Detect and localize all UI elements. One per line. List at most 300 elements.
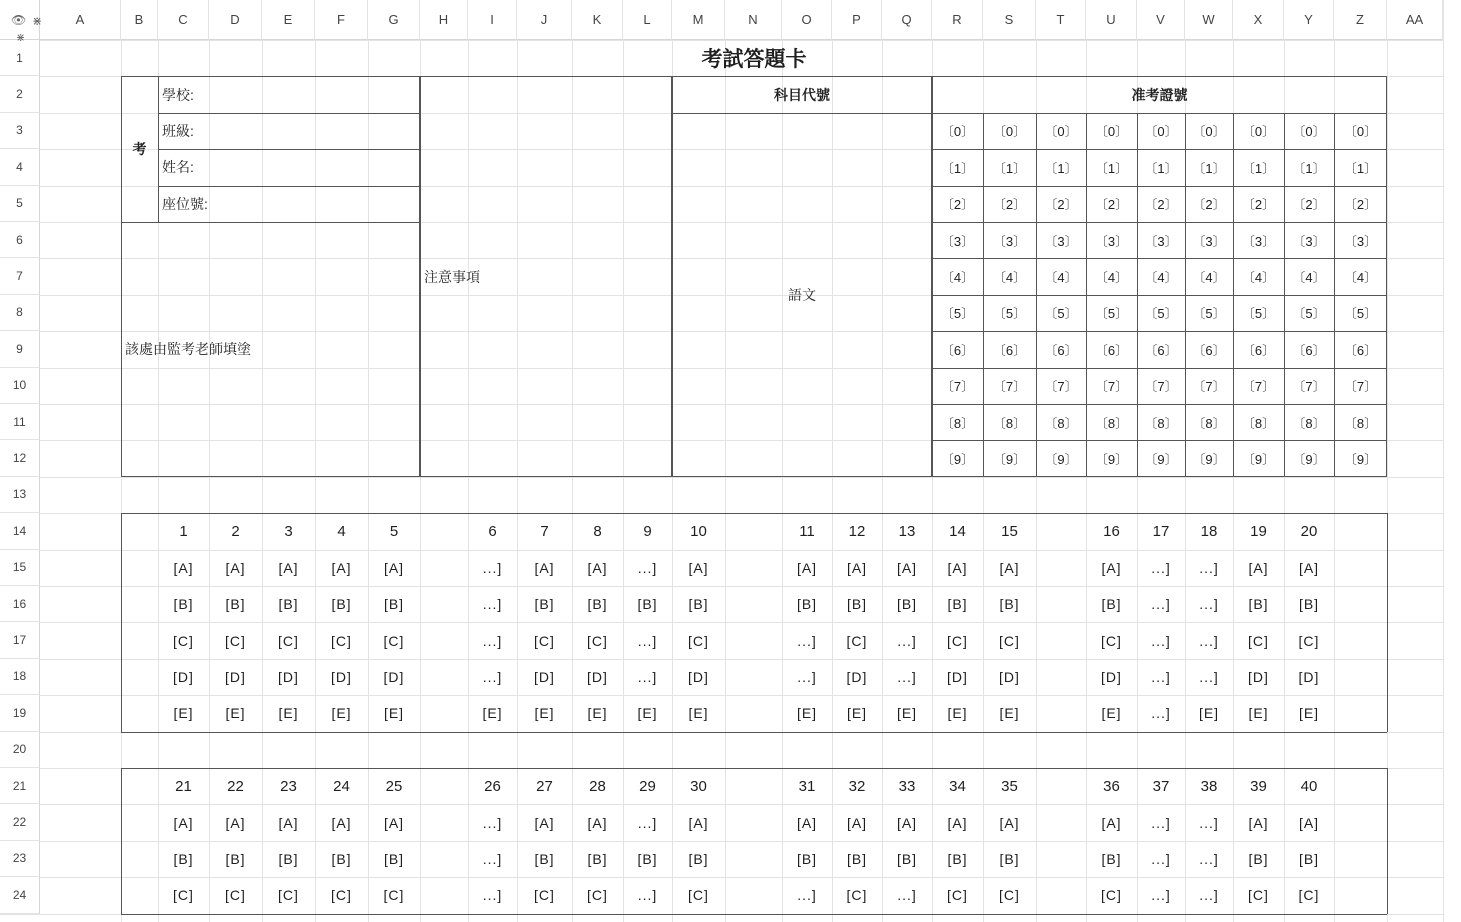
admission-digit-bubble[interactable]: 〔0〕 <box>1241 124 1276 140</box>
admission-digit-bubble[interactable]: 〔0〕 <box>992 124 1027 140</box>
answer-bubble[interactable]: [A] <box>846 814 868 831</box>
answer-bubble[interactable]: [C] <box>331 887 352 904</box>
admission-digit-bubble[interactable]: 〔1〕 <box>992 160 1027 176</box>
answer-bubble[interactable]: [D] <box>383 668 405 685</box>
answer-bubble[interactable]: [E] <box>1298 705 1320 722</box>
question-number[interactable]: 33 <box>898 777 916 795</box>
admission-digit-bubble[interactable]: 〔6〕 <box>1192 342 1226 358</box>
admission-digit-bubble[interactable]: 〔5〕 <box>1292 306 1326 322</box>
answer-bubble[interactable]: ...] <box>797 668 817 685</box>
answer-bubble[interactable]: ...] <box>482 887 503 904</box>
answer-bubble[interactable]: [C] <box>383 887 405 904</box>
column-header-K[interactable]: K <box>572 0 623 40</box>
answer-bubble[interactable]: [C] <box>1101 887 1122 904</box>
question-number[interactable]: 31 <box>798 777 816 795</box>
answer-bubble[interactable]: [A] <box>947 559 968 576</box>
admission-digit-bubble[interactable]: 〔4〕 <box>940 270 975 286</box>
answer-bubble[interactable]: [B] <box>534 850 555 867</box>
admission-digit-bubble[interactable]: 〔4〕 <box>1292 270 1326 286</box>
answer-bubble[interactable]: [C] <box>278 632 299 649</box>
answer-bubble[interactable]: ...] <box>482 668 503 685</box>
column-header-N[interactable]: N <box>725 0 782 40</box>
answer-bubble[interactable]: [B] <box>947 596 968 613</box>
admission-digit-bubble[interactable]: 〔6〕 <box>992 342 1027 358</box>
row-header-12[interactable]: 12 <box>0 440 40 476</box>
answer-bubble[interactable]: ...] <box>1199 850 1219 867</box>
answer-bubble[interactable]: [B] <box>1101 596 1122 613</box>
admission-digit-bubble[interactable]: 〔2〕 <box>1292 197 1326 213</box>
question-number[interactable]: 22 <box>227 777 244 795</box>
answer-bubble[interactable]: [C] <box>846 887 868 904</box>
answer-bubble[interactable]: [B] <box>896 596 918 613</box>
answer-bubble[interactable]: [B] <box>534 596 555 613</box>
answer-bubble[interactable]: [E] <box>482 705 503 722</box>
answer-bubble[interactable]: [A] <box>999 559 1020 576</box>
question-number[interactable]: 32 <box>848 777 866 795</box>
admission-digit-bubble[interactable]: 〔8〕 <box>1044 415 1078 431</box>
admission-digit-bubble[interactable]: 〔9〕 <box>992 452 1027 468</box>
question-number[interactable]: 24 <box>333 777 350 795</box>
answer-bubble[interactable]: ...] <box>1151 814 1171 831</box>
answer-bubble[interactable]: [B] <box>846 850 868 867</box>
column-header-Y[interactable]: Y <box>1284 0 1334 40</box>
admission-digit-bubble[interactable]: 〔3〕 <box>1192 233 1226 249</box>
row-header-16[interactable]: 16 <box>0 586 40 622</box>
question-number[interactable]: 39 <box>1250 777 1267 795</box>
answer-bubble[interactable]: [B] <box>173 850 194 867</box>
admission-header[interactable]: 准考證號 <box>1131 86 1188 103</box>
answer-bubble[interactable]: [A] <box>587 814 608 831</box>
admission-digit-bubble[interactable]: 〔0〕 <box>1343 124 1378 140</box>
row-header-15[interactable]: 15 <box>0 550 40 586</box>
answer-bubble[interactable]: [E] <box>999 705 1020 722</box>
question-number[interactable]: 23 <box>280 777 297 795</box>
question-number[interactable]: 2 <box>231 522 240 540</box>
freeze-columns-icon[interactable]: ⋇ <box>32 14 43 28</box>
answer-bubble[interactable]: [A] <box>383 814 405 831</box>
answer-bubble[interactable]: ...] <box>637 887 658 904</box>
answer-bubble[interactable]: [E] <box>534 705 555 722</box>
column-header-M[interactable]: M <box>672 0 725 40</box>
answer-bubble[interactable]: [C] <box>999 887 1020 904</box>
admission-digit-bubble[interactable]: 〔7〕 <box>1144 379 1178 395</box>
answer-bubble[interactable]: [A] <box>1298 814 1320 831</box>
row-header-10[interactable]: 10 <box>0 368 40 404</box>
answer-bubble[interactable]: [B] <box>1298 596 1320 613</box>
subject-code-header[interactable]: 科目代號 <box>774 86 830 103</box>
admission-digit-bubble[interactable]: 〔6〕 <box>1343 342 1378 358</box>
answer-bubble[interactable]: ...] <box>797 887 817 904</box>
answer-bubble[interactable]: [E] <box>225 705 246 722</box>
answer-bubble[interactable]: [B] <box>278 850 299 867</box>
admission-digit-bubble[interactable]: 〔6〕 <box>1094 342 1129 358</box>
answer-bubble[interactable]: ...] <box>482 632 503 649</box>
admission-digit-bubble[interactable]: 〔2〕 <box>1044 197 1078 213</box>
admission-digit-bubble[interactable]: 〔9〕 <box>1144 452 1178 468</box>
answer-bubble[interactable]: [C] <box>331 632 352 649</box>
answer-bubble[interactable]: [D] <box>947 668 968 685</box>
exam-label[interactable]: 考 <box>132 141 147 158</box>
row-header-14[interactable]: 14 <box>0 513 40 549</box>
row-header-17[interactable]: 17 <box>0 622 40 658</box>
admission-digit-bubble[interactable]: 〔5〕 <box>1094 306 1129 322</box>
question-number[interactable]: 25 <box>385 777 403 795</box>
answer-bubble[interactable]: [B] <box>999 850 1020 867</box>
admission-digit-bubble[interactable]: 〔6〕 <box>1292 342 1326 358</box>
answer-bubble[interactable]: [A] <box>846 559 868 576</box>
answer-bubble[interactable]: [B] <box>999 596 1020 613</box>
answer-bubble[interactable]: [C] <box>587 887 608 904</box>
answer-bubble[interactable]: [C] <box>947 887 968 904</box>
column-header-Z[interactable]: Z <box>1334 0 1387 40</box>
question-number[interactable]: 10 <box>690 522 707 540</box>
row-header-21[interactable]: 21 <box>0 768 40 804</box>
answer-bubble[interactable]: ...] <box>1199 559 1219 576</box>
row-header-7[interactable]: 7 <box>0 258 40 294</box>
admission-digit-bubble[interactable]: 〔8〕 <box>1292 415 1326 431</box>
answer-bubble[interactable]: [E] <box>688 705 709 722</box>
answer-bubble[interactable]: [E] <box>637 705 658 722</box>
admission-digit-bubble[interactable]: 〔8〕 <box>1094 415 1129 431</box>
row-header-23[interactable]: 23 <box>0 841 40 877</box>
answer-bubble[interactable]: ...] <box>482 850 503 867</box>
answer-bubble[interactable]: [A] <box>947 814 968 831</box>
answer-bubble[interactable]: ...] <box>1151 850 1171 867</box>
answer-bubble[interactable]: ...] <box>1151 668 1171 685</box>
admission-digit-bubble[interactable]: 〔3〕 <box>1094 233 1129 249</box>
answer-bubble[interactable]: [B] <box>1248 596 1269 613</box>
answer-bubble[interactable]: [A] <box>225 814 246 831</box>
admission-digit-bubble[interactable]: 〔7〕 <box>1343 379 1378 395</box>
answer-bubble[interactable]: [B] <box>796 850 818 867</box>
answer-bubble[interactable]: [B] <box>331 850 352 867</box>
admission-digit-bubble[interactable]: 〔0〕 <box>1192 124 1226 140</box>
question-number[interactable]: 14 <box>949 522 966 540</box>
question-number[interactable]: 11 <box>799 522 815 540</box>
row-header-4[interactable]: 4 <box>0 149 40 185</box>
answer-bubble[interactable]: [B] <box>278 596 299 613</box>
answer-bubble[interactable]: [B] <box>896 850 918 867</box>
school-field[interactable]: 學校: <box>162 86 194 103</box>
admission-digit-bubble[interactable]: 〔2〕 <box>1241 197 1276 213</box>
answer-bubble[interactable]: [C] <box>688 887 709 904</box>
name-field[interactable]: 姓名: <box>162 159 194 176</box>
answer-bubble[interactable]: ...] <box>482 559 503 576</box>
question-number[interactable]: 5 <box>389 522 399 540</box>
answer-bubble[interactable]: [A] <box>999 814 1020 831</box>
answer-bubble[interactable]: [B] <box>637 850 658 867</box>
answer-bubble[interactable]: [C] <box>225 887 246 904</box>
column-header-T[interactable]: T <box>1036 0 1086 40</box>
admission-digit-bubble[interactable]: 〔1〕 <box>1241 160 1276 176</box>
answer-bubble[interactable]: [D] <box>278 668 299 685</box>
answer-bubble[interactable]: [A] <box>1101 814 1122 831</box>
admission-digit-bubble[interactable]: 〔1〕 <box>940 160 975 176</box>
answer-bubble[interactable]: ...] <box>1199 632 1219 649</box>
answer-bubble[interactable]: [E] <box>796 705 818 722</box>
column-header-O[interactable]: O <box>782 0 832 40</box>
question-number[interactable]: 36 <box>1103 777 1120 795</box>
admission-digit-bubble[interactable]: 〔9〕 <box>1241 452 1276 468</box>
column-header-R[interactable]: R <box>932 0 983 40</box>
question-number[interactable]: 27 <box>536 777 553 795</box>
admission-digit-bubble[interactable]: 〔9〕 <box>1094 452 1129 468</box>
answer-bubble[interactable]: [B] <box>796 596 818 613</box>
column-header-W[interactable]: W <box>1185 0 1233 40</box>
question-number[interactable]: 20 <box>1300 522 1318 540</box>
answer-bubble[interactable]: [D] <box>225 668 246 685</box>
answer-bubble[interactable]: [A] <box>688 559 709 576</box>
question-number[interactable]: 9 <box>643 522 652 540</box>
answer-bubble[interactable]: [B] <box>1248 850 1269 867</box>
answer-bubble[interactable]: ...] <box>482 596 503 613</box>
admission-digit-bubble[interactable]: 〔7〕 <box>992 379 1027 395</box>
admission-digit-bubble[interactable]: 〔5〕 <box>1241 306 1276 322</box>
row-header-24[interactable]: 24 <box>0 877 40 913</box>
answer-bubble[interactable]: [A] <box>1298 559 1320 576</box>
notes-label[interactable]: 注意事項 <box>424 268 480 285</box>
answer-bubble[interactable]: [C] <box>278 887 299 904</box>
question-number[interactable]: 13 <box>898 522 916 540</box>
admission-digit-bubble[interactable]: 〔8〕 <box>940 415 975 431</box>
admission-digit-bubble[interactable]: 〔5〕 <box>1144 306 1178 322</box>
answer-bubble[interactable]: [A] <box>587 559 608 576</box>
column-header-I[interactable]: I <box>468 0 517 40</box>
answer-bubble[interactable]: [E] <box>896 705 918 722</box>
proctor-note[interactable]: 該處由監考老師填塗 <box>125 341 251 358</box>
answer-bubble[interactable]: [E] <box>846 705 868 722</box>
admission-digit-bubble[interactable]: 〔5〕 <box>992 306 1027 322</box>
answer-bubble[interactable]: [B] <box>947 850 968 867</box>
admission-digit-bubble[interactable]: 〔2〕 <box>1094 197 1129 213</box>
admission-digit-bubble[interactable]: 〔2〕 <box>1192 197 1226 213</box>
admission-digit-bubble[interactable]: 〔4〕 <box>1144 270 1178 286</box>
column-header-B[interactable]: B <box>121 0 158 40</box>
admission-digit-bubble[interactable]: 〔7〕 <box>1094 379 1129 395</box>
admission-digit-bubble[interactable]: 〔9〕 <box>940 452 975 468</box>
answer-bubble[interactable]: ...] <box>482 814 503 831</box>
answer-bubble[interactable]: [A] <box>896 814 918 831</box>
question-number[interactable]: 17 <box>1152 522 1170 540</box>
answer-bubble[interactable]: [C] <box>1248 887 1269 904</box>
answer-bubble[interactable]: [E] <box>587 705 608 722</box>
answer-bubble[interactable]: [D] <box>846 668 868 685</box>
admission-digit-bubble[interactable]: 〔7〕 <box>1292 379 1326 395</box>
answer-bubble[interactable]: ...] <box>1199 596 1219 613</box>
question-number[interactable]: 34 <box>949 777 966 795</box>
answer-bubble[interactable]: ...] <box>637 632 658 649</box>
column-header-G[interactable]: G <box>368 0 420 40</box>
answer-bubble[interactable]: [B] <box>331 596 352 613</box>
answer-bubble[interactable]: [A] <box>278 559 299 576</box>
admission-digit-bubble[interactable]: 〔5〕 <box>1343 306 1378 322</box>
row-header-2[interactable]: 2 <box>0 76 40 112</box>
question-number[interactable]: 38 <box>1200 777 1218 795</box>
answer-bubble[interactable]: [A] <box>796 559 818 576</box>
answer-bubble[interactable]: ...] <box>1151 705 1171 722</box>
answer-bubble[interactable]: [B] <box>688 596 709 613</box>
answer-bubble[interactable]: [E] <box>383 705 405 722</box>
answer-bubble[interactable]: [D] <box>534 668 555 685</box>
answer-bubble[interactable]: [D] <box>331 668 352 685</box>
select-all-corner[interactable] <box>0 0 43 44</box>
question-number[interactable]: 6 <box>488 522 497 540</box>
admission-digit-bubble[interactable]: 〔7〕 <box>1044 379 1078 395</box>
answer-bubble[interactable]: [C] <box>173 887 194 904</box>
answer-bubble[interactable]: [C] <box>383 632 405 649</box>
answer-bubble[interactable]: [C] <box>1248 632 1269 649</box>
admission-digit-bubble[interactable]: 〔0〕 <box>1094 124 1129 140</box>
seat-field[interactable]: 座位號: <box>162 195 208 212</box>
row-header-22[interactable]: 22 <box>0 804 40 840</box>
admission-digit-bubble[interactable]: 〔3〕 <box>1292 233 1326 249</box>
column-header-H[interactable]: H <box>420 0 468 40</box>
answer-bubble[interactable]: [E] <box>278 705 299 722</box>
answer-bubble[interactable]: [A] <box>688 814 709 831</box>
question-number[interactable]: 28 <box>589 777 606 795</box>
answer-bubble[interactable]: [E] <box>173 705 194 722</box>
answer-bubble[interactable]: [A] <box>1248 559 1269 576</box>
answer-bubble[interactable]: [B] <box>1298 850 1320 867</box>
admission-digit-bubble[interactable]: 〔6〕 <box>940 342 975 358</box>
column-header-F[interactable]: F <box>315 0 368 40</box>
admission-digit-bubble[interactable]: 〔3〕 <box>1144 233 1178 249</box>
row-header-9[interactable]: 9 <box>0 331 40 367</box>
admission-digit-bubble[interactable]: 〔6〕 <box>1044 342 1078 358</box>
answer-bubble[interactable]: ...] <box>1151 632 1171 649</box>
row-header-5[interactable]: 5 <box>0 186 40 222</box>
admission-digit-bubble[interactable]: 〔0〕 <box>1144 124 1178 140</box>
answer-bubble[interactable]: [C] <box>173 632 194 649</box>
question-number[interactable]: 18 <box>1200 522 1218 540</box>
row-header-18[interactable]: 18 <box>0 659 40 695</box>
admission-digit-bubble[interactable]: 〔2〕 <box>1343 197 1378 213</box>
question-number[interactable]: 19 <box>1250 522 1267 540</box>
answer-bubble[interactable]: [D] <box>688 668 709 685</box>
answer-bubble[interactable]: [C] <box>1298 632 1320 649</box>
question-number[interactable]: 40 <box>1300 777 1318 795</box>
admission-digit-bubble[interactable]: 〔2〕 <box>940 197 975 213</box>
question-number[interactable]: 8 <box>593 522 602 540</box>
admission-digit-bubble[interactable]: 〔9〕 <box>1192 452 1226 468</box>
admission-digit-bubble[interactable]: 〔8〕 <box>1144 415 1178 431</box>
answer-bubble[interactable]: [C] <box>947 632 968 649</box>
answer-bubble[interactable]: [B] <box>1101 850 1122 867</box>
admission-digit-bubble[interactable]: 〔4〕 <box>992 270 1027 286</box>
answer-bubble[interactable]: [E] <box>331 705 352 722</box>
answer-bubble[interactable]: [B] <box>173 596 194 613</box>
column-header-E[interactable]: E <box>262 0 315 40</box>
admission-digit-bubble[interactable]: 〔9〕 <box>1044 452 1078 468</box>
admission-digit-bubble[interactable]: 〔8〕 <box>1343 415 1378 431</box>
answer-bubble[interactable]: [A] <box>796 814 818 831</box>
admission-digit-bubble[interactable]: 〔3〕 <box>1044 233 1078 249</box>
answer-bubble[interactable]: [C] <box>688 632 709 649</box>
question-number[interactable]: 30 <box>690 777 707 795</box>
admission-digit-bubble[interactable]: 〔8〕 <box>1241 415 1276 431</box>
answer-bubble[interactable]: [A] <box>383 559 405 576</box>
answer-bubble[interactable]: [B] <box>846 596 868 613</box>
admission-digit-bubble[interactable]: 〔6〕 <box>1144 342 1178 358</box>
answer-bubble[interactable]: [C] <box>999 632 1020 649</box>
admission-digit-bubble[interactable]: 〔9〕 <box>1343 452 1378 468</box>
admission-digit-bubble[interactable]: 〔9〕 <box>1292 452 1326 468</box>
question-number[interactable]: 7 <box>540 522 549 540</box>
answer-bubble[interactable]: [B] <box>587 596 608 613</box>
answer-bubble[interactable]: [B] <box>225 596 246 613</box>
admission-digit-bubble[interactable]: 〔7〕 <box>940 379 975 395</box>
admission-digit-bubble[interactable]: 〔4〕 <box>1044 270 1078 286</box>
column-header-P[interactable]: P <box>832 0 882 40</box>
answer-bubble[interactable]: [B] <box>383 596 405 613</box>
admission-digit-bubble[interactable]: 〔7〕 <box>1192 379 1226 395</box>
answer-bubble[interactable]: [E] <box>1101 705 1122 722</box>
admission-digit-bubble[interactable]: 〔0〕 <box>1292 124 1326 140</box>
answer-bubble[interactable]: [E] <box>1198 705 1220 722</box>
freeze-rows-icon[interactable]: ⋇ <box>16 32 26 44</box>
answer-bubble[interactable]: [C] <box>1298 887 1320 904</box>
question-number[interactable]: 16 <box>1103 522 1120 540</box>
answer-bubble[interactable]: ...] <box>897 632 917 649</box>
admission-digit-bubble[interactable]: 〔8〕 <box>1192 415 1226 431</box>
answer-bubble[interactable]: [A] <box>278 814 299 831</box>
answer-bubble[interactable]: ...] <box>797 632 817 649</box>
answer-bubble[interactable]: [E] <box>947 705 968 722</box>
question-number[interactable]: 37 <box>1152 777 1170 795</box>
answer-bubble[interactable]: [A] <box>173 814 194 831</box>
admission-digit-bubble[interactable]: 〔0〕 <box>940 124 975 140</box>
answer-bubble[interactable]: [E] <box>1248 705 1269 722</box>
row-header-11[interactable]: 11 <box>0 404 40 440</box>
answer-bubble[interactable]: [C] <box>846 632 868 649</box>
answer-bubble[interactable]: ...] <box>1199 668 1219 685</box>
admission-digit-bubble[interactable]: 〔1〕 <box>1144 160 1178 176</box>
answer-bubble[interactable]: [A] <box>534 814 555 831</box>
answer-bubble[interactable]: [A] <box>1101 559 1122 576</box>
subject-value[interactable]: 語文 <box>788 286 816 303</box>
admission-digit-bubble[interactable]: 〔3〕 <box>1241 233 1276 249</box>
answer-bubble[interactable]: [C] <box>587 632 608 649</box>
question-number[interactable]: 15 <box>1001 522 1018 540</box>
answer-bubble[interactable]: [C] <box>225 632 246 649</box>
row-header-3[interactable]: 3 <box>0 113 40 149</box>
answer-bubble[interactable]: ...] <box>1151 596 1171 613</box>
question-number[interactable]: 12 <box>848 522 866 540</box>
admission-digit-bubble[interactable]: 〔4〕 <box>1343 270 1378 286</box>
answer-bubble[interactable]: ...] <box>897 668 917 685</box>
answer-bubble[interactable]: [D] <box>1298 668 1320 685</box>
admission-digit-bubble[interactable]: 〔3〕 <box>1343 233 1378 249</box>
answer-bubble[interactable]: ...] <box>1199 887 1219 904</box>
answer-bubble[interactable]: [D] <box>587 668 608 685</box>
column-header-D[interactable]: D <box>209 0 262 40</box>
admission-digit-bubble[interactable]: 〔5〕 <box>1044 306 1078 322</box>
column-header-A[interactable]: A <box>40 0 121 40</box>
admission-digit-bubble[interactable]: 〔4〕 <box>1094 270 1129 286</box>
column-header-S[interactable]: S <box>983 0 1036 40</box>
admission-digit-bubble[interactable]: 〔1〕 <box>1292 160 1326 176</box>
column-header-C[interactable]: C <box>158 0 209 40</box>
answer-bubble[interactable]: [A] <box>173 559 194 576</box>
admission-digit-bubble[interactable]: 〔1〕 <box>1343 160 1378 176</box>
row-header-13[interactable]: 13 <box>0 477 40 513</box>
admission-digit-bubble[interactable]: 〔3〕 <box>992 233 1027 249</box>
answer-bubble[interactable]: [A] <box>225 559 246 576</box>
row-header-6[interactable]: 6 <box>0 222 40 258</box>
admission-digit-bubble[interactable]: 〔6〕 <box>1241 342 1276 358</box>
admission-digit-bubble[interactable]: 〔4〕 <box>1192 270 1226 286</box>
admission-digit-bubble[interactable]: 〔4〕 <box>1241 270 1276 286</box>
